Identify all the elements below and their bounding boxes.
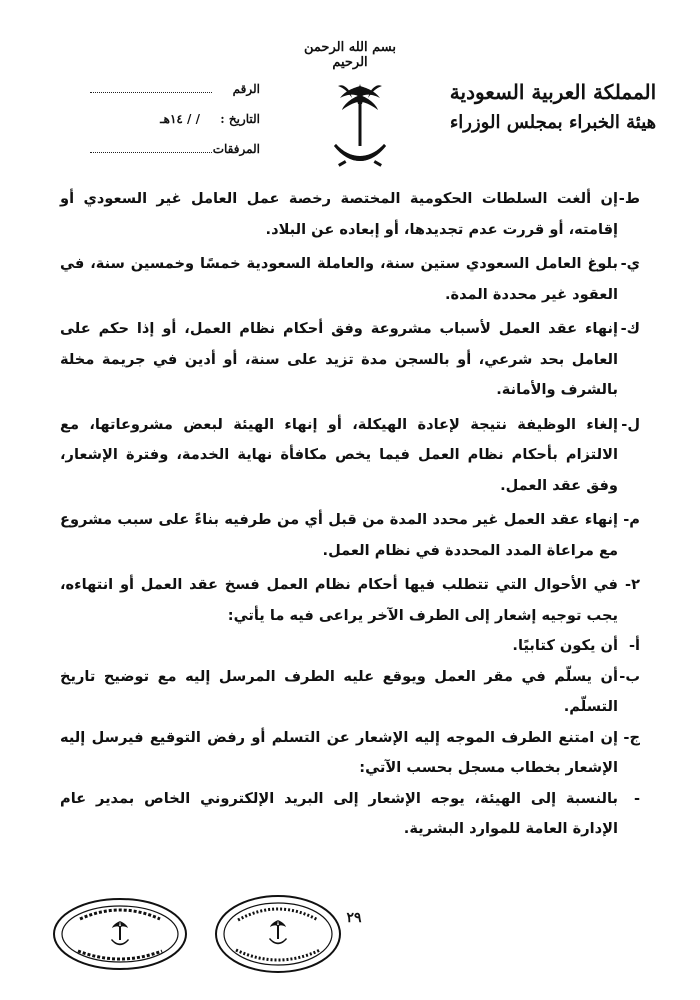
clause-alif: أ- أن يكون كتابيًا. [512, 637, 640, 654]
ref-label: الرقم [232, 82, 260, 96]
reference-block [80, 82, 260, 172]
basmala: بسم الله الرحمن الرحيم [304, 40, 396, 70]
letterhead-title [448, 80, 658, 133]
clause-ba: ب- أن يسلّم في مقر العمل ويوقع عليه الطرف المرسل إليه مع توضيح تاريخ التسلّم. [60, 667, 640, 715]
date-row [80, 112, 260, 142]
clause-ya: ي- بلوغ العامل السعودي ستين سنة، والعاملة السعودية خمسًا وخمسين سنة، في العقود غير محددة المدة. [60, 255, 640, 303]
authority-seal-icon [212, 892, 344, 976]
attachments-row [80, 142, 260, 172]
clause-dash: - بالنسبة إلى الهيئة، يوجه الإشعار إلى البريد الإلكتروني الخاص بمدير عام الإدارة العامة للموارد البشرية. [60, 789, 640, 837]
clause-mim: م- إنهاء عقد العمل غير محدد المدة من قبل أي من طرفيه بناءً على سبب مشروع مع مراعاة المدد المحددة في نظام العمل. [60, 511, 640, 559]
date-label: التاريخ : [220, 112, 260, 126]
authority-name: هيئة الخبراء بمجلس الوزراء [449, 112, 657, 133]
clause-kaf: ك- إنهاء عقد العمل لأسباب مشروعة وفق أحكام نظام العمل، أو إذا حكم على العامل بحد شرعي، أو بالسجن مدة تزيد على سنة، أو أدين في جريمة مخلة بالشرف والأمانة. [60, 320, 640, 398]
document-body [60, 184, 640, 845]
ref-row [80, 82, 260, 112]
attachments-label: المرفقات [212, 142, 260, 156]
clause-ta: ط- إن ألغت السلطات الحكومية المختصة رخصة عمل العامل غير السعودي أو إقامته، أو قررت عدم تجديدها، أو إبعاده عن البلاد. [60, 190, 640, 238]
saudi-emblem-icon [330, 78, 390, 178]
clause-jim: ج- إن امتنع الطرف الموجه إليه الإشعار عن التسلم أو رفض التوقيع فيرسل إليه الإشعار بخطاب مسجل بحسب الآتي: [60, 728, 640, 776]
attachments-line [90, 152, 212, 153]
official-seal-icon [50, 895, 190, 973]
kingdom-name: المملكة العربية السعودية [449, 80, 657, 104]
clause-2: ٢- في الأحوال التي تتطلب فيها أحكام نظام العمل فسخ عقد العمل أو انتهاءه، يجب توجيه إشعار إلى الطرف الآخر يراعى فيه ما يأتي: [60, 576, 640, 624]
date-value: / / ١٤هـ [160, 112, 200, 126]
page-number: ٢٩ [346, 910, 362, 926]
clause-lam: ل- إلغاء الوظيفة نتيجة لإعادة الهيكلة، أو إنهاء الهيئة لبعض مشروعاتها، مع الالتزام بأحكام نظام العمل فيما يخص مكافأة نهاية الخدمة، وفترة الإشعار، وفق عقد العمل. [60, 415, 640, 494]
ref-line [90, 92, 212, 93]
